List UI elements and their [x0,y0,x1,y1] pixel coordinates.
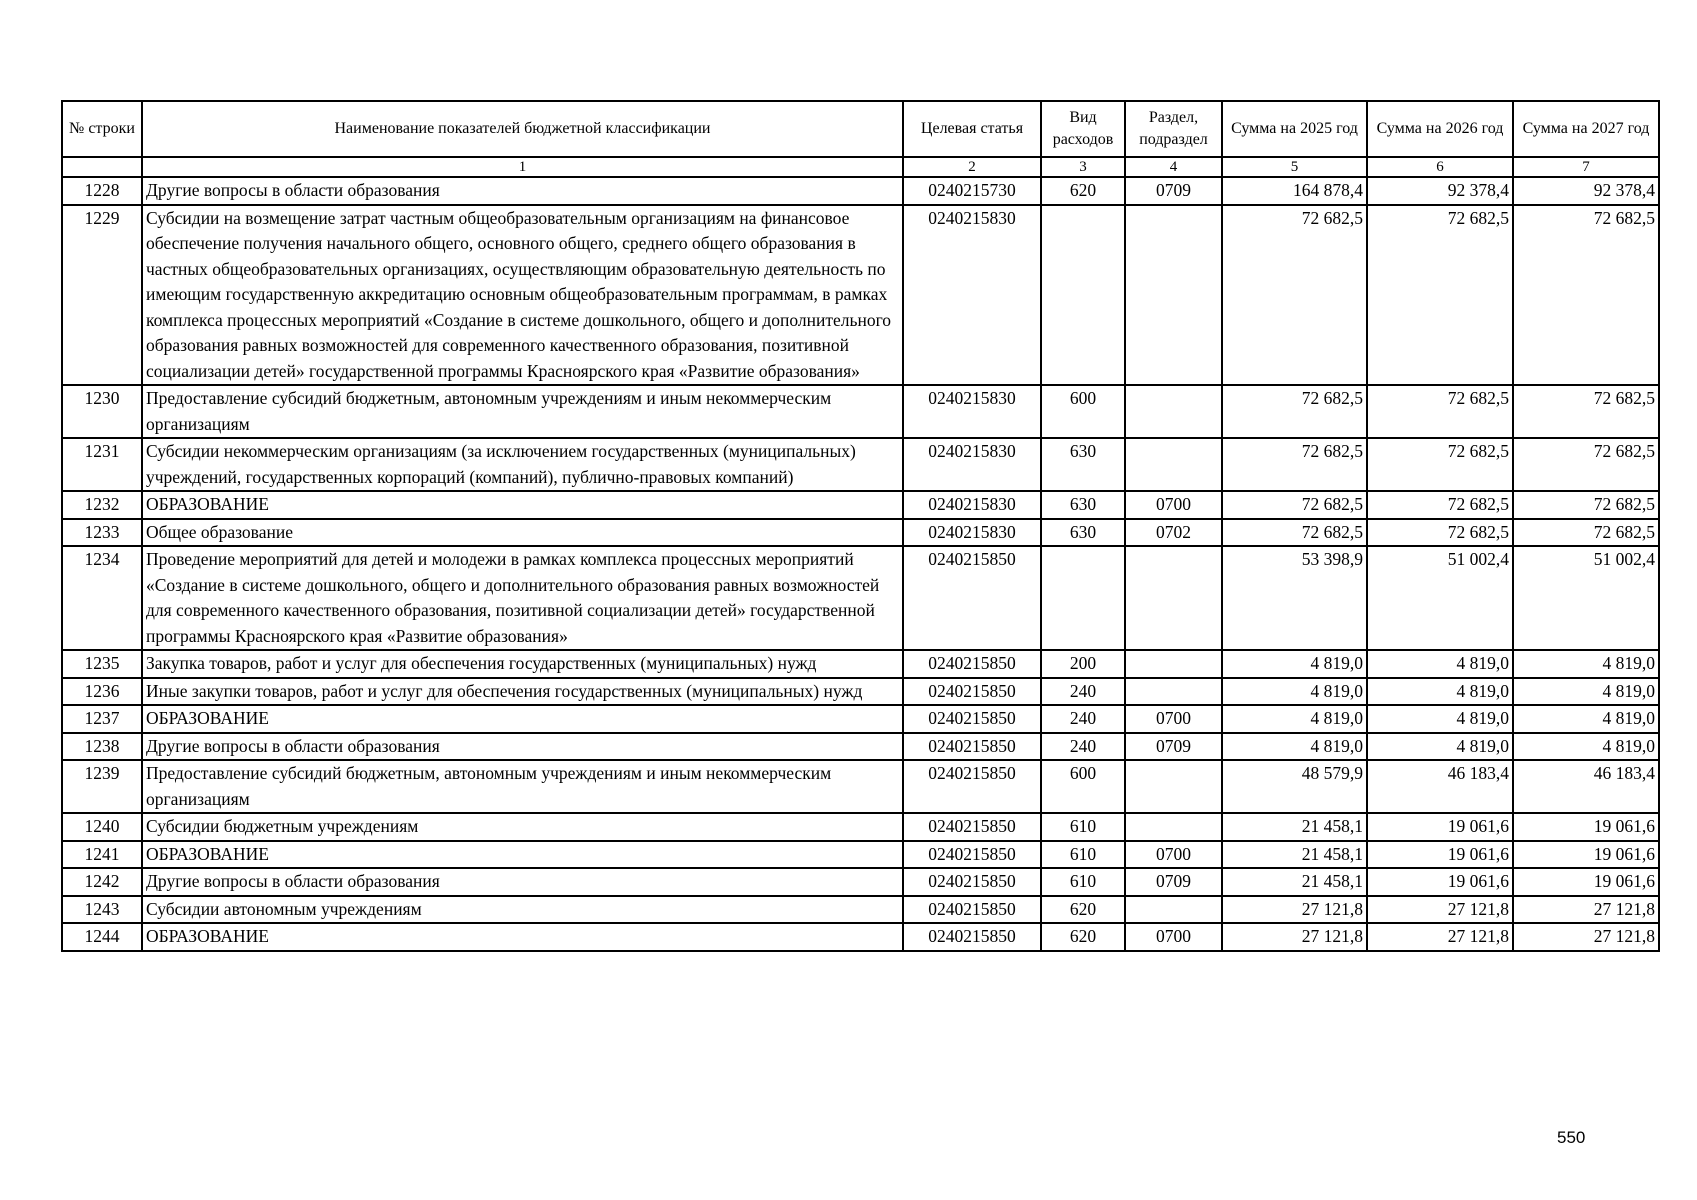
row-expense-type: 600 [1041,385,1125,438]
row-sum-2025: 4 819,0 [1222,733,1367,761]
header-sum-2027: Сумма на 2027 год [1513,101,1659,157]
row-target-article: 0240215830 [903,491,1041,519]
row-expense-type: 200 [1041,650,1125,678]
row-sum-2027: 27 121,8 [1513,923,1659,951]
row-name: ОБРАЗОВАНИЕ [142,491,903,519]
row-section: 0700 [1125,705,1222,733]
row-number: 1233 [62,519,142,547]
row-section: 0700 [1125,923,1222,951]
row-sum-2025: 21 458,1 [1222,841,1367,869]
row-name: Субсидии автономным учреждениям [142,896,903,924]
table-row [62,678,1659,706]
row-number: 1238 [62,733,142,761]
table-row [62,205,1659,386]
row-number: 1240 [62,813,142,841]
row-section [1125,813,1222,841]
row-number: 1228 [62,177,142,205]
header-row [62,101,1659,157]
header-target-article: Целевая статья [903,101,1041,157]
table-row [62,896,1659,924]
row-target-article: 0240215830 [903,438,1041,491]
row-sum-2026: 27 121,8 [1367,923,1513,951]
row-sum-2026: 4 819,0 [1367,733,1513,761]
header-row-number: № строки [62,101,142,157]
row-section: 0709 [1125,177,1222,205]
column-number: 1 [142,157,903,177]
row-target-article: 0240215830 [903,385,1041,438]
row-target-article: 0240215830 [903,519,1041,547]
row-sum-2025: 4 819,0 [1222,650,1367,678]
row-name: Субсидии на возмещение затрат частным общеобразовательным организациям на финансовое обеспечение получения начального общего, основного общего, среднего общего образования в частных общеобразовательных организациях, осуществляющим образовательную деятельность по имеющим государственную аккредитацию основным общеобразовательным программам, в рамках комплекса процессных мероприятий «Создание в системе дошкольного, общего и дополнительного образования равных возможностей для современного качественного образования, позитивной социализации детей» государственной программы Красноярского края «Развитие образования» [142,205,903,386]
row-sum-2027: 19 061,6 [1513,841,1659,869]
header-section: Раздел, подраздел [1125,101,1222,157]
row-expense-type: 610 [1041,813,1125,841]
row-sum-2025: 4 819,0 [1222,705,1367,733]
row-name: Другие вопросы в области образования [142,177,903,205]
row-sum-2025: 48 579,9 [1222,760,1367,813]
row-target-article: 0240215850 [903,760,1041,813]
table-row [62,385,1659,438]
row-expense-type: 630 [1041,519,1125,547]
column-number: 4 [1125,157,1222,177]
header-sum-2025: Сумма на 2025 год [1222,101,1367,157]
row-number: 1232 [62,491,142,519]
row-section [1125,760,1222,813]
row-section: 0709 [1125,868,1222,896]
table-row [62,438,1659,491]
row-target-article: 0240215850 [903,678,1041,706]
row-sum-2026: 19 061,6 [1367,813,1513,841]
column-number: 5 [1222,157,1367,177]
row-expense-type: 610 [1041,868,1125,896]
row-name: Общее образование [142,519,903,547]
table-row [62,519,1659,547]
column-number [62,157,142,177]
row-section [1125,385,1222,438]
row-name: ОБРАЗОВАНИЕ [142,705,903,733]
row-number: 1236 [62,678,142,706]
row-number: 1234 [62,546,142,650]
row-sum-2027: 19 061,6 [1513,813,1659,841]
row-expense-type [1041,205,1125,386]
row-sum-2025: 72 682,5 [1222,385,1367,438]
row-name: Другие вопросы в области образования [142,868,903,896]
row-number: 1239 [62,760,142,813]
header-name: Наименование показателей бюджетной классификации [142,101,903,157]
row-number: 1244 [62,923,142,951]
row-sum-2025: 4 819,0 [1222,678,1367,706]
header-expense-type: Вид расходов [1041,101,1125,157]
row-expense-type: 240 [1041,705,1125,733]
row-expense-type: 620 [1041,177,1125,205]
row-target-article: 0240215830 [903,205,1041,386]
row-sum-2025: 21 458,1 [1222,813,1367,841]
row-sum-2027: 92 378,4 [1513,177,1659,205]
table-row [62,841,1659,869]
row-section [1125,896,1222,924]
row-target-article: 0240215850 [903,923,1041,951]
row-name: Предоставление субсидий бюджетным, автономным учреждениям и иным некоммерческим организациям [142,760,903,813]
column-number: 7 [1513,157,1659,177]
row-name: Иные закупки товаров, работ и услуг для обеспечения государственных (муниципальных) нужд [142,678,903,706]
row-expense-type: 610 [1041,841,1125,869]
table-body [62,177,1659,951]
row-sum-2026: 72 682,5 [1367,385,1513,438]
row-section: 0709 [1125,733,1222,761]
row-sum-2026: 4 819,0 [1367,650,1513,678]
row-target-article: 0240215850 [903,705,1041,733]
row-number: 1229 [62,205,142,386]
column-number: 3 [1041,157,1125,177]
row-sum-2027: 72 682,5 [1513,438,1659,491]
row-number: 1230 [62,385,142,438]
row-target-article: 0240215850 [903,868,1041,896]
row-sum-2026: 51 002,4 [1367,546,1513,650]
header-sum-2026: Сумма на 2026 год [1367,101,1513,157]
row-sum-2027: 4 819,0 [1513,705,1659,733]
row-sum-2027: 46 183,4 [1513,760,1659,813]
row-section: 0702 [1125,519,1222,547]
table-row [62,733,1659,761]
row-sum-2026: 19 061,6 [1367,841,1513,869]
table-row [62,650,1659,678]
row-section [1125,546,1222,650]
row-sum-2026: 4 819,0 [1367,705,1513,733]
row-sum-2027: 19 061,6 [1513,868,1659,896]
row-name: Субсидии бюджетным учреждениям [142,813,903,841]
row-name: Проведение мероприятий для детей и молодежи в рамках комплекса процессных мероприятий «Создание в системе дошкольного, общего и дополнительного образования равных возможностей для современного качественного образования, позитивной социализации детей» государственной программы Красноярского края «Развитие образования» [142,546,903,650]
row-section [1125,650,1222,678]
row-expense-type: 630 [1041,491,1125,519]
row-sum-2027: 4 819,0 [1513,733,1659,761]
row-sum-2025: 21 458,1 [1222,868,1367,896]
row-section [1125,205,1222,386]
row-sum-2026: 72 682,5 [1367,519,1513,547]
row-section: 0700 [1125,491,1222,519]
row-expense-type: 620 [1041,923,1125,951]
row-number: 1235 [62,650,142,678]
row-number: 1243 [62,896,142,924]
table-row [62,813,1659,841]
row-sum-2025: 27 121,8 [1222,896,1367,924]
row-target-article: 0240215850 [903,733,1041,761]
table-row [62,491,1659,519]
row-sum-2026: 72 682,5 [1367,205,1513,386]
row-target-article: 0240215730 [903,177,1041,205]
row-sum-2027: 72 682,5 [1513,491,1659,519]
row-number: 1237 [62,705,142,733]
row-sum-2026: 72 682,5 [1367,438,1513,491]
column-number: 2 [903,157,1041,177]
table-row [62,546,1659,650]
row-sum-2026: 27 121,8 [1367,896,1513,924]
row-target-article: 0240215850 [903,841,1041,869]
table-row [62,868,1659,896]
row-expense-type: 630 [1041,438,1125,491]
row-expense-type [1041,546,1125,650]
row-sum-2026: 92 378,4 [1367,177,1513,205]
row-name: ОБРАЗОВАНИЕ [142,923,903,951]
row-section [1125,438,1222,491]
column-number-row [62,157,1659,177]
row-sum-2026: 72 682,5 [1367,491,1513,519]
row-target-article: 0240215850 [903,813,1041,841]
table-row [62,760,1659,813]
table-row [62,177,1659,205]
table-row [62,923,1659,951]
row-expense-type: 620 [1041,896,1125,924]
row-sum-2027: 27 121,8 [1513,896,1659,924]
row-sum-2025: 72 682,5 [1222,519,1367,547]
row-name: Предоставление субсидий бюджетным, автономным учреждениям и иным некоммерческим организациям [142,385,903,438]
row-sum-2025: 72 682,5 [1222,438,1367,491]
row-number: 1231 [62,438,142,491]
row-target-article: 0240215850 [903,896,1041,924]
column-number: 6 [1367,157,1513,177]
row-sum-2025: 27 121,8 [1222,923,1367,951]
page-number: 550 [1557,1128,1586,1147]
row-section: 0700 [1125,841,1222,869]
row-target-article: 0240215850 [903,650,1041,678]
row-sum-2027: 72 682,5 [1513,385,1659,438]
row-expense-type: 240 [1041,733,1125,761]
row-section [1125,678,1222,706]
row-sum-2026: 46 183,4 [1367,760,1513,813]
row-sum-2025: 72 682,5 [1222,205,1367,386]
row-sum-2025: 72 682,5 [1222,491,1367,519]
row-sum-2027: 4 819,0 [1513,650,1659,678]
row-sum-2026: 19 061,6 [1367,868,1513,896]
row-sum-2025: 53 398,9 [1222,546,1367,650]
row-expense-type: 240 [1041,678,1125,706]
row-number: 1241 [62,841,142,869]
row-name: ОБРАЗОВАНИЕ [142,841,903,869]
row-sum-2027: 51 002,4 [1513,546,1659,650]
row-sum-2026: 4 819,0 [1367,678,1513,706]
row-expense-type: 600 [1041,760,1125,813]
row-sum-2025: 164 878,4 [1222,177,1367,205]
budget-table [61,100,1660,952]
row-name: Закупка товаров, работ и услуг для обеспечения государственных (муниципальных) нужд [142,650,903,678]
row-name: Субсидии некоммерческим организациям (за исключением государственных (муниципальных) учреждений, государственных корпораций (компаний), публично-правовых компаний) [142,438,903,491]
row-sum-2027: 4 819,0 [1513,678,1659,706]
row-number: 1242 [62,868,142,896]
row-sum-2027: 72 682,5 [1513,519,1659,547]
row-target-article: 0240215850 [903,546,1041,650]
row-name: Другие вопросы в области образования [142,733,903,761]
table-row [62,705,1659,733]
row-sum-2027: 72 682,5 [1513,205,1659,386]
